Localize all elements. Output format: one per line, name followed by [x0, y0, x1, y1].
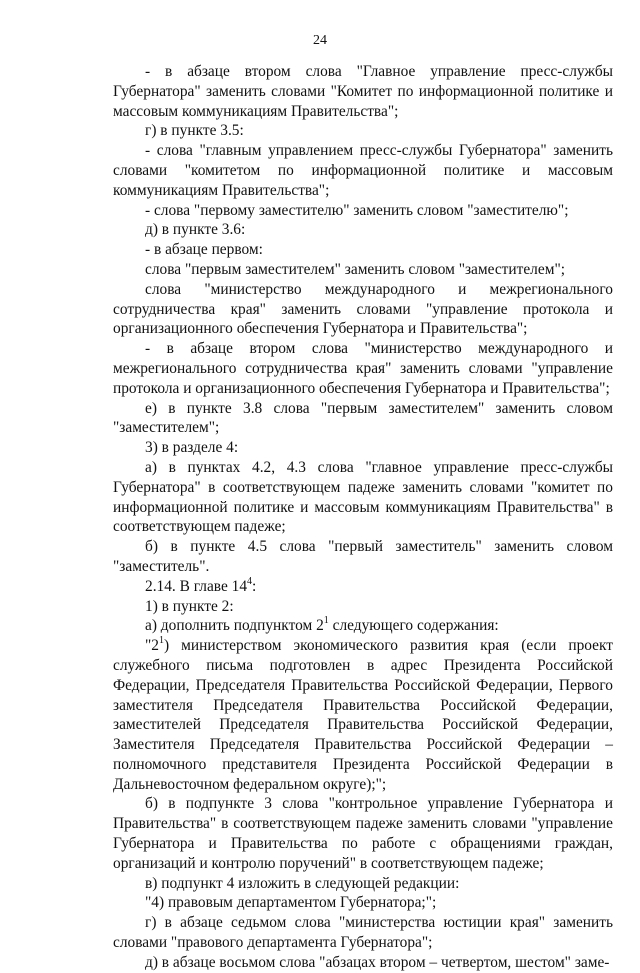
quote-suffix: ) министерством экономического развития края (если проект служебного письма подготовлен в адрес Президента Российской Федерации, Председателя Правительства Российской Федерации, Первого заместителя Председателя Правительства Российской Федерации, заместителей Председателя Правительства Российской Федерации, Заместителя Председателя Правительства Российской Федерации – полномочного представителя Президента Российской Федерации в Дальневосточном федеральном округе);"; [113, 637, 613, 793]
paragraph-item-a [113, 616, 613, 636]
item-a-superscript: 1 [323, 615, 329, 627]
paragraph: - слова "первому заместителю" заменить словом "заместителю"; [145, 201, 569, 219]
paragraph: - в абзаце втором слова "Главное управление пресс-службы Губернатора" заменить словами "Комитет по информационной политике и массовым коммуникациям Правительства"; [113, 63, 613, 120]
paragraph: г) в абзаце седьмом слова "министерства юстиции края" заменить словами "правового департамента Губернатора"; [113, 914, 613, 952]
item-a-prefix: а) дополнить подпунктом 2 [145, 617, 324, 635]
section-heading-2-14 [113, 577, 613, 597]
paragraph: "4) правовым департаментом Губернатора;"; [145, 894, 437, 912]
paragraph-quote-2-1 [113, 636, 613, 794]
paragraph: д) в абзаце восьмом слова "абзацах втором – четвертом, шестом" заме- [145, 953, 610, 971]
paragraph: д) в пункте 3.6: [145, 221, 246, 239]
paragraph: - в абзаце втором слова "министерство международного и межрегионального сотрудничества края" заменить словами "управление протокола и организационного обеспечения Губернатора и Правительства"; [113, 340, 613, 397]
paragraph: 3) в разделе 4: [145, 439, 239, 457]
paragraph: 1) в пункте 2: [145, 597, 234, 615]
quote-superscript: 1 [158, 634, 164, 646]
heading-superscript: 4 [247, 575, 253, 587]
page-number: 24 [313, 33, 327, 48]
heading-suffix: : [252, 577, 257, 595]
paragraph: в) подпункт 4 изложить в следующей редакции: [145, 874, 460, 892]
document-body [113, 62, 613, 973]
heading-prefix: 2.14. В главе 14 [145, 577, 248, 595]
paragraph: слова "министерство международного и межрегионального сотрудничества края" заменить словами "управление протокола и организационного обеспечения Губернатора и Правительства"; [113, 280, 613, 338]
paragraph: а) в пунктах 4.2, 4.3 слова "главное управление пресс-службы Губернатора" в соответствующем падеже заменить словами "комитет по информационной политике и массовым коммуникациям Правительства" в соответствующем падеже; [113, 458, 613, 536]
item-a-suffix: следующего содержания: [328, 617, 499, 635]
paragraph: б) в подпункте 3 слова "контрольное управление Губернатора и Правительства" в соответствующем падеже заменить словами "управление Губернатора и Правительства по работе с обращениями граждан, организаций и контролю поручений" в соответствующем падеже; [113, 795, 613, 872]
quote-prefix: "2 [145, 637, 159, 655]
paragraph: - в абзаце первом: [145, 241, 263, 259]
paragraph: слова "первым заместителем" заменить словом "заместителем"; [145, 260, 565, 278]
paragraph: г) в пункте 3.5: [145, 122, 244, 140]
paragraph: - слова "главным управлением пресс-службы Губернатора" заменить словами "комитетом по информационной политике и массовым коммуникациям Правительства"; [113, 142, 613, 199]
paragraph: е) в пункте 3.8 слова "первым заместителем" заменить словом "заместителем"; [113, 399, 613, 437]
paragraph: б) в пункте 4.5 слова "первый заместитель" заменить словом "заместитель". [113, 538, 613, 575]
